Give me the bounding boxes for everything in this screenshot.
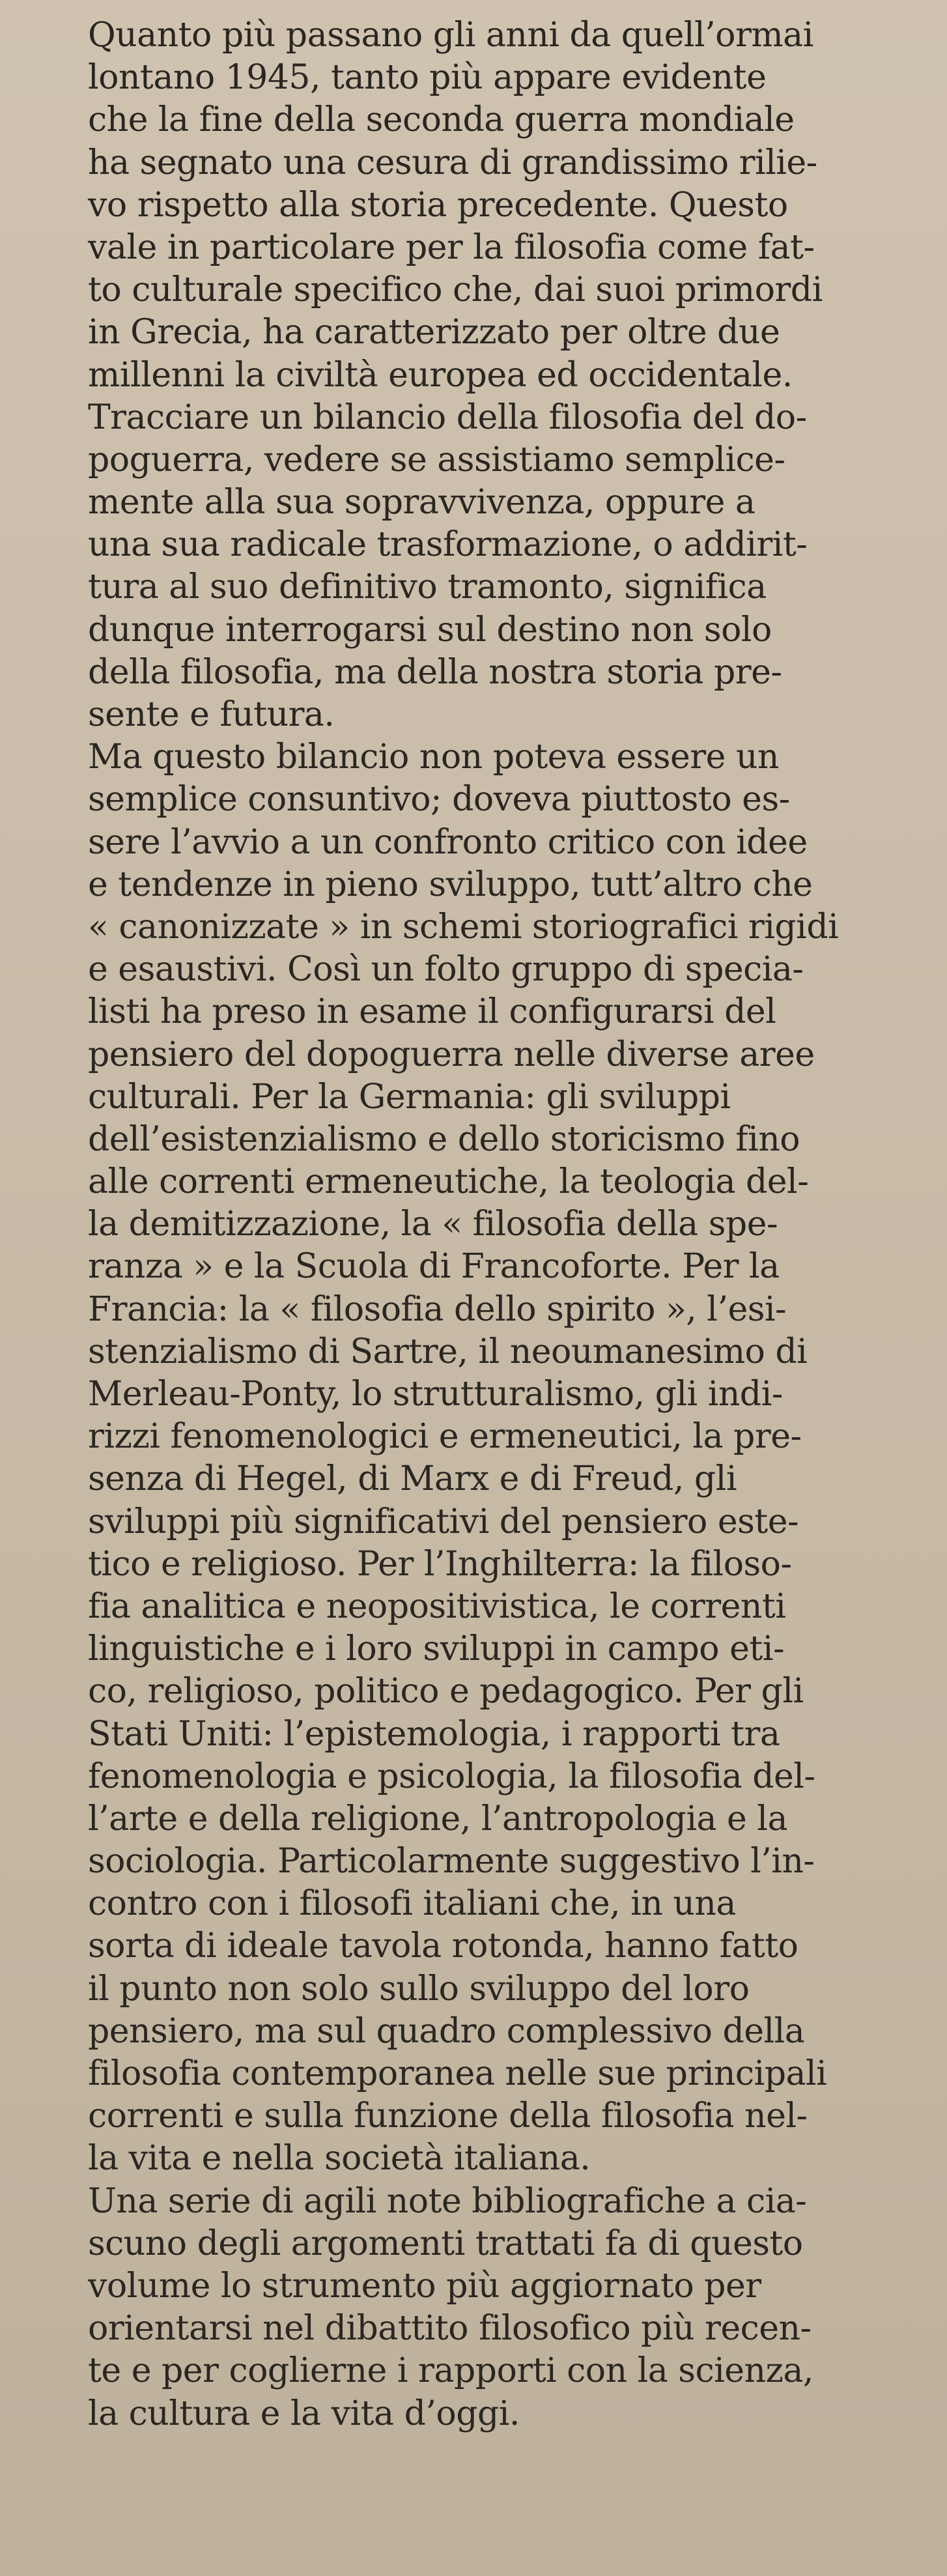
- text-line: fia analitica e neopositivistica, le correnti: [88, 1586, 786, 1626]
- text-line: vale in particolare per la filosofia come fat-: [88, 227, 815, 267]
- text-line: il punto non solo sullo sviluppo del loro: [88, 1969, 750, 2009]
- paragraph-intro: [88, 14, 947, 736]
- text-line: « canonizzate » in schemi storiografici rigidi: [88, 907, 839, 947]
- text-line: la vita e nella società italiana.: [88, 2139, 591, 2179]
- text-line: Ma questo bilancio non poteva essere un: [88, 737, 779, 777]
- text-line: senza di Hegel, di Marx e di Freud, gli: [88, 1459, 737, 1499]
- text-line: Una serie di agili note bibliografiche a cia-: [88, 2181, 807, 2221]
- text-line: Quanto più passano gli anni da quell’ormai: [88, 16, 813, 55]
- text-line: stenzialismo di Sartre, il neoumanesimo di: [88, 1332, 808, 1371]
- text-line: filosofia contemporanea nelle sue principali: [88, 2054, 827, 2093]
- text-line: co, religioso, politico e pedagogico. Per gli: [88, 1672, 804, 1711]
- text-line: e esaustivi. Così un folto gruppo di specia-: [88, 950, 804, 990]
- text-line: to culturale specifico che, dai suoi primordi: [88, 270, 823, 310]
- text-line: sere l’avvio a un confronto critico con idee: [88, 822, 808, 862]
- text-line: in Grecia, ha caratterizzato per oltre due: [88, 313, 780, 352]
- text-line: rizzi fenomenologici e ermeneutici, la pre-: [88, 1417, 802, 1457]
- text-line: e tendenze in pieno sviluppo, tutt’altro che: [88, 865, 813, 904]
- text-line: la demitizzazione, la « filosofia della spe-: [88, 1205, 778, 1244]
- text-line: la cultura e la vita d’oggi.: [88, 2394, 520, 2433]
- text-line: sviluppi più significativi del pensiero este-: [88, 1502, 799, 1541]
- text-line: alle correnti ermeneutiche, la teologia del-: [88, 1162, 809, 1202]
- text-line: sente e futura.: [88, 695, 335, 734]
- text-line: sociologia. Particolarmente suggestivo l’in-: [88, 1842, 815, 1882]
- text-line: te e per coglierne i rapporti con la scienza,: [88, 2351, 813, 2391]
- text-line: Merleau-Ponty, lo strutturalismo, gli indi-: [88, 1375, 783, 1414]
- text-line: ha segnato una cesura di grandissimo rilie-: [88, 143, 817, 182]
- text-line: sorta di ideale tavola rotonda, hanno fatto: [88, 1926, 799, 1966]
- text-line: Francia: la « filosofia dello spirito », l’esi-: [88, 1289, 787, 1329]
- text-line: pensiero del dopoguerra nelle diverse aree: [88, 1035, 815, 1074]
- text-line: listi ha preso in esame il configurarsi del: [88, 992, 776, 1032]
- text-line: pensiero, ma sul quadro complessivo della: [88, 2011, 805, 2051]
- text-line: orientarsi nel dibattito filosofico più recen-: [88, 2309, 812, 2349]
- text-line: lontano 1945, tanto più appare evidente: [88, 58, 767, 98]
- text-line: una sua radicale trasformazione, o addirit-: [88, 525, 808, 565]
- text-line: millenni la civiltà europea ed occidentale.: [88, 355, 793, 395]
- text-line: correnti e sulla funzione della filosofia nel-: [88, 2097, 808, 2136]
- text-line: ranza » e la Scuola di Francoforte. Per la: [88, 1247, 780, 1287]
- text-line: scuno degli argomenti trattati fa di questo: [88, 2224, 803, 2263]
- text-line: Stati Uniti: l’epistemologia, i rapporti tra: [88, 1714, 780, 1754]
- text-line: culturali. Per la Germania: gli sviluppi: [88, 1077, 731, 1117]
- paragraph-areas: [88, 736, 947, 2180]
- text-line: vo rispetto alla storia precedente. Questo: [88, 185, 788, 225]
- text-line: dunque interrogarsi sul destino non solo: [88, 610, 772, 650]
- text-line: Tracciare un bilancio della filosofia del do-: [88, 397, 807, 437]
- text-line: che la fine della seconda guerra mondiale: [88, 100, 795, 140]
- text-line: della filosofia, ma della nostra storia pre-: [88, 652, 782, 692]
- text-line: linguistiche e i loro sviluppi in campo eti-: [88, 1629, 785, 1669]
- text-line: l’arte e della religione, l’antropologia e la: [88, 1799, 787, 1839]
- text-line: contro con i filosofi italiani che, in una: [88, 1884, 736, 1924]
- text-line: tura al suo definitivo tramonto, significa: [88, 567, 767, 607]
- text-line: dell’esistenzialismo e dello storicismo fino: [88, 1119, 800, 1159]
- text-line: tico e religioso. Per l’Inghilterra: la filoso-: [88, 1544, 792, 1584]
- text-line: fenomenologia e psicologia, la filosofia del-: [88, 1756, 815, 1796]
- text-line: mente alla sua sopravvivenza, oppure a: [88, 483, 756, 522]
- text-line: poguerra, vedere se assistiamo semplice-: [88, 440, 785, 479]
- text-line: semplice consuntivo; doveva piuttosto es-: [88, 780, 790, 820]
- paragraph-bibliography: [88, 2181, 947, 2435]
- text-line: volume lo strumento più aggiornato per: [88, 2266, 761, 2306]
